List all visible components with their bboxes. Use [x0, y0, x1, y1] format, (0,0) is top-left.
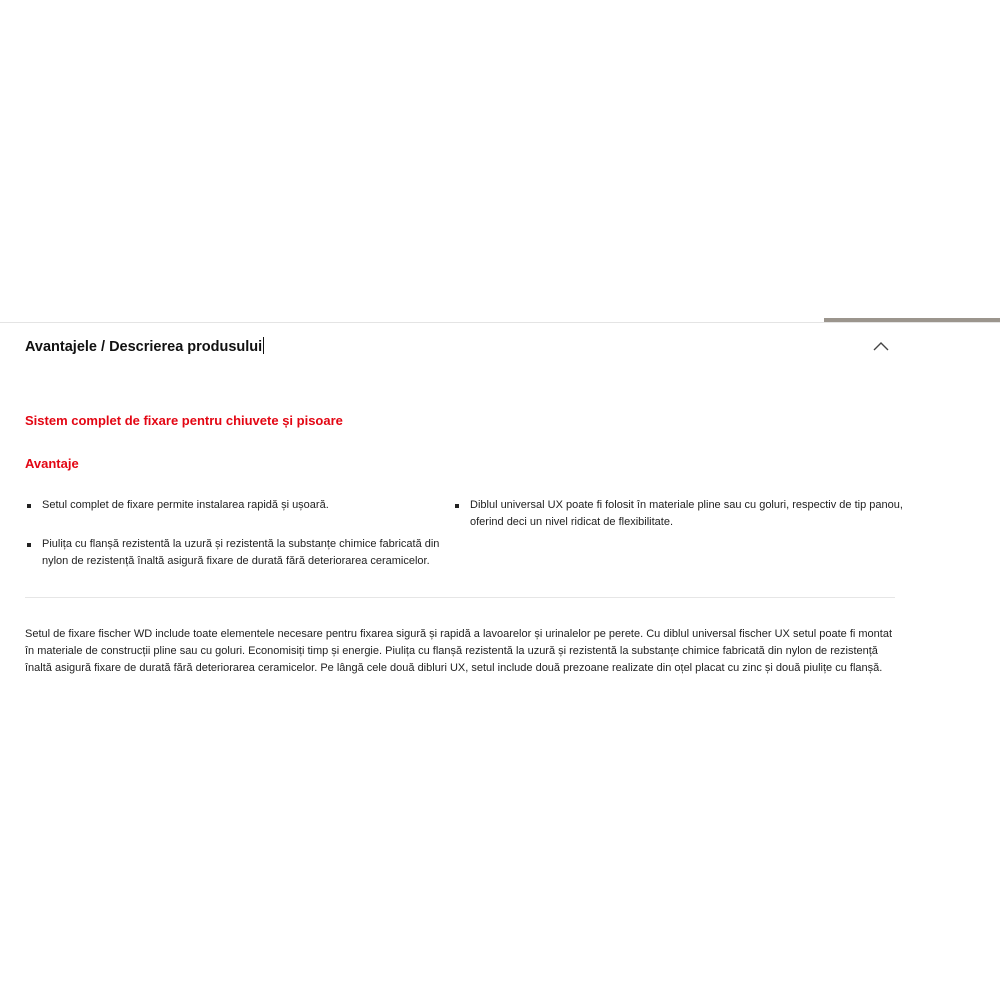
tab-indicator	[824, 318, 1000, 322]
content-divider	[25, 597, 895, 598]
section-top-rule	[0, 322, 1000, 323]
accordion-header[interactable]	[25, 334, 895, 362]
bullet-icon	[27, 504, 31, 508]
accordion-title: Avantajele / Descrierea produsului	[25, 339, 263, 355]
list-item-text: Piulița cu flanșă rezistentă la uzură și rezistentă la substanțe chimice fabricată din nylon de rezistență înaltă asigură fixare de durată fără deteriorarea ceramicelor.	[42, 538, 440, 567]
list-item	[25, 536, 462, 570]
product-headline: Sistem complet de fixare pentru chiuvete și pisoare	[25, 413, 343, 428]
list-item-text: Diblul universal UX poate fi folosit în materiale pline sau cu goluri, respectiv de tip panou, oferind deci un nivel ridicat de flexibilitate.	[470, 499, 903, 528]
bullet-icon	[455, 504, 459, 508]
advantages-heading: Avantaje	[25, 456, 79, 471]
bullet-icon	[27, 543, 31, 547]
list-item	[25, 497, 462, 514]
text-cursor	[263, 337, 264, 354]
list-item-text: Setul complet de fixare permite instalarea rapidă și ușoară.	[42, 499, 329, 511]
chevron-up-icon[interactable]	[871, 338, 891, 354]
product-description: Setul de fixare fischer WD include toate elementele necesare pentru fixarea sigură și rapidă a lavoarelor și urinalelor pe perete. Cu diblul universal fischer UX setul poate fi montat în materiale de construcții pline sau cu goluri. Economisiți timp și energie. Piulița cu flanșă rezistentă la uzură și rezistentă la substanțe chimice fabricată din nylon de rezistență înaltă asigură fixare de durată fără deteriorarea ceramicelor. Pe lângă cele două dibluri UX, setul include două prezoane realizate din oțel placat cu zinc și două piulițe cu flanșă.	[25, 628, 893, 674]
list-item	[453, 497, 915, 531]
